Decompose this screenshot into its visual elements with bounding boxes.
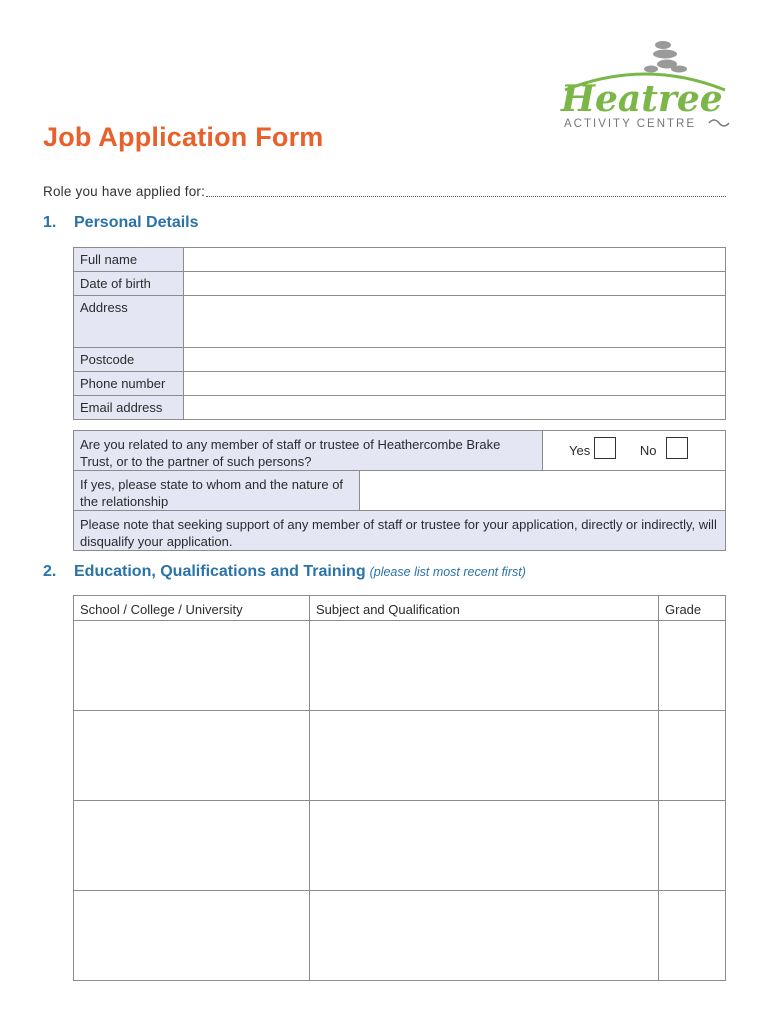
yes-label: Yes — [569, 443, 591, 459]
yes-checkbox[interactable] — [594, 437, 616, 459]
label-dob: Date of birth — [74, 272, 184, 296]
personal-details-table — [73, 247, 726, 420]
section-note: (please list most recent first) — [369, 565, 526, 579]
table-row — [74, 711, 726, 801]
role-label: Role you have applied for: — [43, 184, 206, 199]
label-postcode: Postcode — [74, 348, 184, 372]
role-input-line[interactable] — [206, 196, 726, 197]
label-address: Address — [74, 296, 184, 348]
label-email: Email address — [74, 396, 184, 420]
education-table — [73, 595, 726, 981]
section-title: Personal Details — [74, 214, 199, 231]
logo-tagline: ACTIVITY CENTRE — [564, 118, 697, 130]
subject-cell[interactable] — [310, 891, 659, 981]
school-cell[interactable] — [74, 711, 310, 801]
grade-cell[interactable] — [659, 621, 726, 711]
column-header-grade: Grade — [659, 596, 726, 621]
section-title: Education, Qualifications and Training — [74, 563, 366, 580]
subject-cell[interactable] — [310, 711, 659, 801]
school-cell[interactable] — [74, 801, 310, 891]
school-cell[interactable] — [74, 891, 310, 981]
column-header-school: School / College / University — [74, 596, 310, 621]
table-row — [74, 801, 726, 891]
relation-notice: Please note that seeking support of any member of staff or trustee for your application, directly or indirectly, will disqualify your application. — [74, 511, 726, 551]
grade-cell[interactable] — [659, 711, 726, 801]
logo-fish-icon — [709, 120, 729, 126]
no-label: No — [639, 443, 657, 459]
address-field[interactable] — [184, 296, 726, 348]
section-number: 2. — [43, 563, 57, 580]
postcode-field[interactable] — [184, 348, 726, 372]
stacked-stones-icon — [644, 41, 687, 73]
heatree-logo — [555, 38, 730, 133]
subject-cell[interactable] — [310, 621, 659, 711]
section-number: 1. — [43, 214, 57, 231]
label-full-name: Full name — [74, 248, 184, 272]
section-personal-heading — [43, 214, 199, 232]
dob-field[interactable] — [184, 272, 726, 296]
table-row — [74, 621, 726, 711]
logo-wordmark: Heatree — [561, 78, 723, 120]
relation-answer-cell — [543, 431, 726, 471]
subject-cell[interactable] — [310, 801, 659, 891]
grade-cell[interactable] — [659, 891, 726, 981]
full-name-field[interactable] — [184, 248, 726, 272]
relationship-table — [73, 430, 726, 551]
section-education-heading — [43, 563, 526, 581]
column-header-subject: Subject and Qualification — [310, 596, 659, 621]
relation-question: Are you related to any member of staff or trustee of Heathercombe Brake Trust, or to the partner of such persons? — [74, 431, 543, 471]
school-cell[interactable] — [74, 621, 310, 711]
label-phone: Phone number — [74, 372, 184, 396]
table-row — [74, 891, 726, 981]
phone-field[interactable] — [184, 372, 726, 396]
relation-details-field[interactable] — [360, 471, 726, 511]
grade-cell[interactable] — [659, 801, 726, 891]
email-field[interactable] — [184, 396, 726, 420]
page-title: Job Application Form — [43, 122, 324, 152]
relation-if-yes-label: If yes, please state to whom and the nature of the relationship — [74, 471, 360, 511]
no-checkbox[interactable] — [666, 437, 688, 459]
